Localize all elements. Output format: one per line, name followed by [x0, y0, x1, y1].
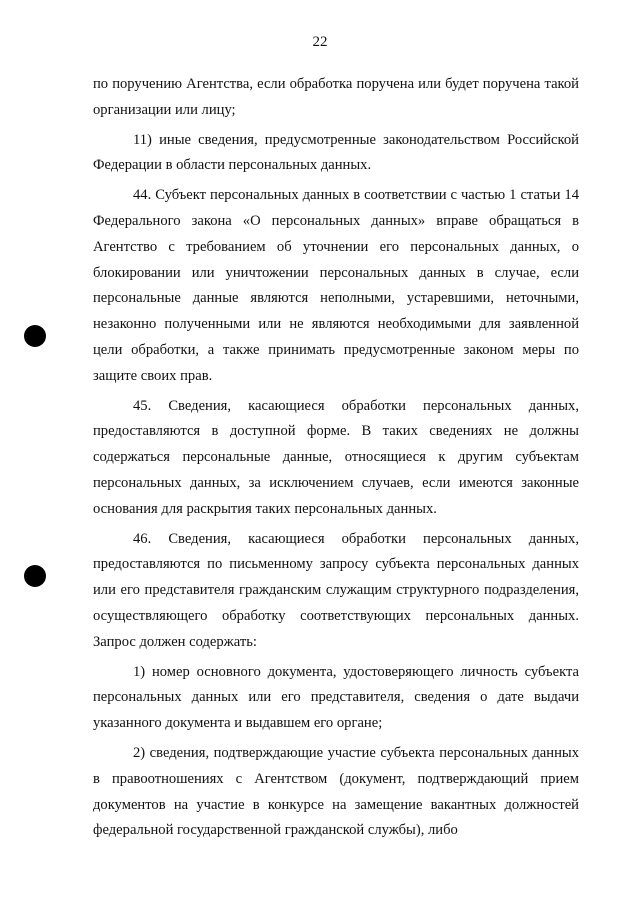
paragraph-46: 46. Сведения, касающиеся обработки персональных данных, предоставляются по письменному запросу субъекта персональных данных или его представителя гражданским служащим структурного подразделения, осуществляющего обработку соответствующих персональных данных. Запрос должен содержать: [93, 530, 579, 650]
paragraph-45: 45. Сведения, касающиеся обработки персональных данных, предоставляются в доступной форме. В таких сведениях не должны содержаться персональные данные, относящиеся к другим субъектам персональных данных, за исключением случаев, если имеются законные основания для раскрытия таких персональных данных. [93, 397, 579, 517]
paragraph-46-item-2: 2) сведения, подтверждающие участие субъекта персональных данных в правоотношениях с Агентством (документ, подтверждающий прием документов на участие в конкурсе на замещение вакантных должностей федеральной государственной гражданской службы), либо [93, 744, 579, 839]
paragraph-44: 44. Субъект персональных данных в соответствии с частью 1 статьи 14 Федерального закона «О персональных данных» вправе обращаться в Агентство с требованием об уточнении его персональных данных, о блокировании или уничтожении персональных данных в случае, если персональные данные являются неполными, устаревшими, неточными, незаконно полученными или не являются необходимыми для заявленной цели обработки, а также принимать предусмотренные законом меры по защите своих прав. [93, 187, 579, 384]
paragraph-item-11: 11) иные сведения, предусмотренные законодательством Российской Федерации в области персональных данных. [93, 131, 579, 174]
page-number: 22 [312, 34, 328, 50]
punch-hole-mark [24, 565, 46, 587]
document-body [93, 72, 579, 844]
paragraph-46-item-1: 1) номер основного документа, удостоверяющего личность субъекта персональных данных или его представителя, сведения о дате выдачи указанного документа и выдавшем его органе; [93, 663, 579, 732]
punch-hole-mark [24, 325, 46, 347]
paragraph-continuation: по поручению Агентства, если обработка поручена или будет поручена такой организации или лицу; [93, 76, 579, 118]
